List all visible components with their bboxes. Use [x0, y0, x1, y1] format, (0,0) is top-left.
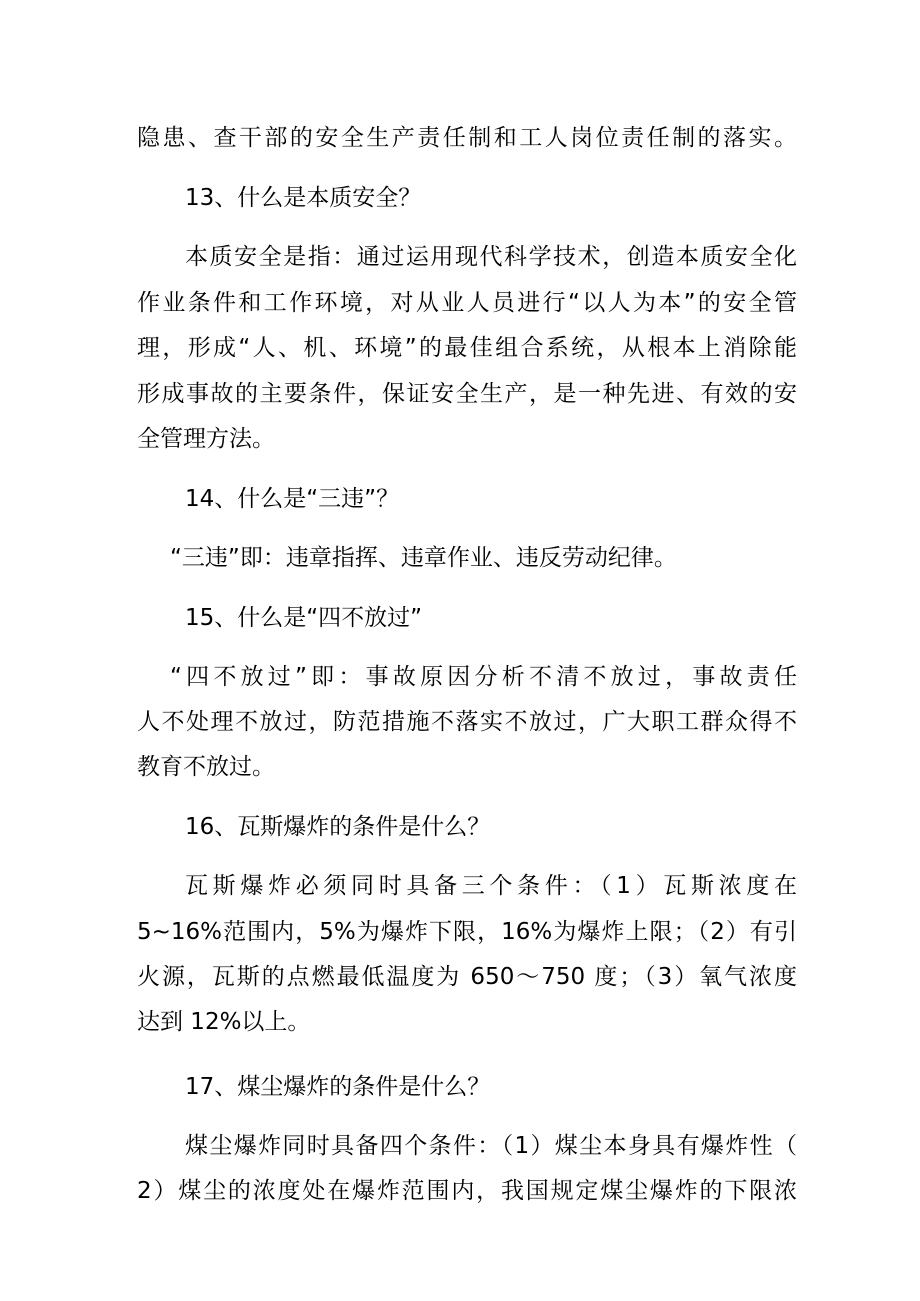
- text-line: 本质安全是指：通过运用现代科学技术，创造本质安全化: [185, 244, 797, 270]
- text-line: 隐患、查干部的安全生产责任制和工人岗位责任制的落实。: [137, 125, 797, 151]
- text-line: “四不放过”即：事故原因分析不清不放过，事故责任: [170, 664, 797, 690]
- text-line: 全管理方法。: [137, 426, 275, 452]
- question-heading: 16、瓦斯爆炸的条件是什么？: [185, 814, 491, 840]
- text-line: 2）煤尘的浓度处在爆炸范围内，我国规定煤尘爆炸的下限浓: [137, 1178, 797, 1204]
- question-heading: 14、什么是“三违”？: [185, 486, 400, 512]
- text-line: 教育不放过。: [137, 754, 275, 780]
- text-line: 作业条件和工作环境，对从业人员进行“以人为本”的安全管: [137, 290, 797, 316]
- question-heading: 17、煤尘爆炸的条件是什么？: [185, 1074, 491, 1100]
- text-line: 达到 12%以上。: [137, 1009, 311, 1035]
- text-line: 5~16%范围内，5%为爆炸下限，16%为爆炸上限；（2）有引: [137, 919, 797, 945]
- question-heading: 13、什么是本质安全？: [185, 185, 422, 211]
- text-line: 理，形成“人、机、环境”的最佳组合系统，从根本上消除能: [137, 335, 797, 361]
- text-line: “三违”即：违章指挥、违章作业、违反劳动纪律。: [170, 545, 677, 571]
- text-line: 瓦斯爆炸必须同时具备三个条件：（1）瓦斯浓度在: [185, 873, 797, 899]
- text-line: 人不处理不放过，防范措施不落实不放过，广大职工群众得不: [137, 709, 797, 735]
- question-heading: 15、什么是“四不放过”: [185, 605, 423, 631]
- text-line: 形成事故的主要条件，保证安全生产，是一种先进、有效的安: [137, 381, 797, 407]
- text-line: 火源，瓦斯的点燃最低温度为 650～750 度；（3）氧气浓度: [137, 964, 797, 990]
- text-line: 煤尘爆炸同时具备四个条件：（1）煤尘本身具有爆炸性（: [185, 1133, 797, 1159]
